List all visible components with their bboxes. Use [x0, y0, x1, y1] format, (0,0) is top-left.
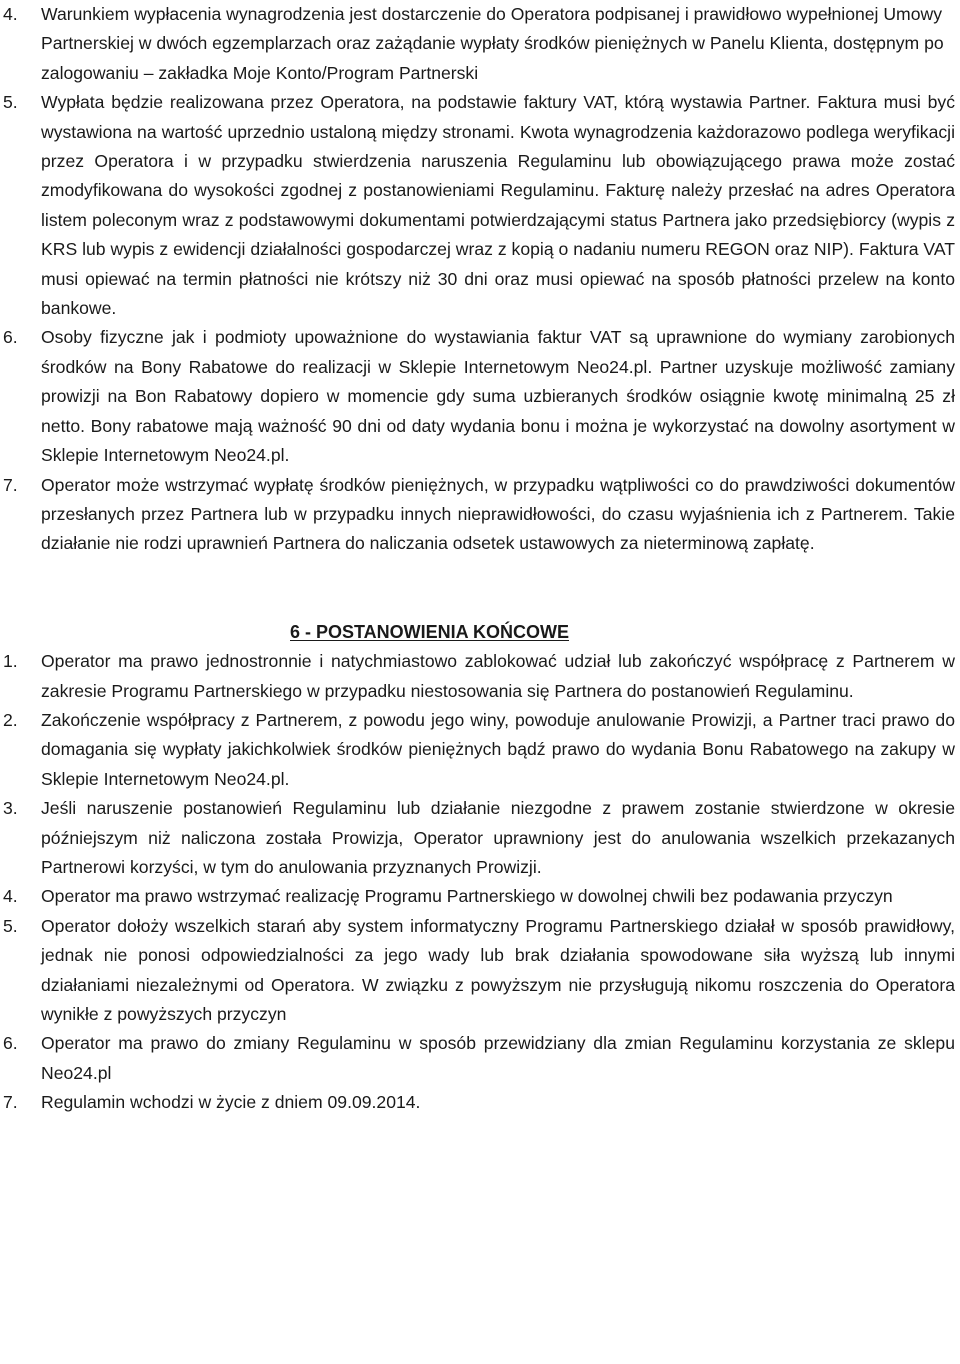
- item-number: 2.: [3, 709, 18, 730]
- payment-terms-list: [0, 0, 960, 559]
- item-number: 4.: [3, 4, 18, 24]
- list-item: [0, 88, 955, 323]
- section-spacer: [0, 559, 960, 618]
- list-item: [0, 912, 955, 1030]
- item-text: Warunkiem wypłacenia wynagrodzenia jest dostarczenie do Operatora podpisanej i prawidłowo wypełnionej Umowy Partnerskiej w dwóch egzemplarzach oraz zażądanie wypłaty środków pieniężnych w Panelu Klienta, dostępnym po zalogowaniu – zakładka Moje Konto/Program Partnerski: [41, 4, 944, 83]
- list-item: [0, 1088, 955, 1117]
- item-number: 1.: [3, 651, 18, 672]
- list-item: [0, 706, 955, 794]
- item-text: Operator może wstrzymać wypłatę środków pieniężnych, w przypadku wątpliwości co do prawdziwości dokumentów przesłanych przez Partnera lub w przypadku innych nieprawidłowości, do czasu wyjaśnienia ich z Partnerem. Takie działanie nie rodzi uprawnień Partnera do naliczania odsetek ustawowych za nieterminową zapłatę.: [41, 474, 955, 554]
- item-number: 7.: [3, 474, 18, 495]
- item-text: Operator ma prawo do zmiany Regulaminu w sposób przewidziany dla zmian Regulaminu korzystania ze sklepu Neo24.pl: [41, 1033, 955, 1083]
- item-text: Operator dołoży wszelkich starań aby system informatyczny Programu Partnerskiego działał w sposób prawidłowy, jednak nie ponosi odpowiedzialności za jego wady lub brak działania spowodowane siła wyższą lub innymi działaniami niezależnymi od Operatora. W związku z powyższym nie przysługują nikomu roszczenia do Operatora wynikłe z powyższych przyczyn: [41, 915, 955, 1024]
- item-text: Zakończenie współpracy z Partnerem, z powodu jego winy, powoduje anulowanie Prowizji, a Partner traci prawo do domagania się wypłaty jakichkolwiek środków pieniężnych bądź prawo do wydania Bonu Rabatowego na zakupy w Sklepie Internetowym Neo24.pl.: [41, 709, 955, 789]
- final-provisions-list: [0, 647, 960, 1118]
- item-text: Operator ma prawo wstrzymać realizację Programu Partnerskiego w dowolnej chwili bez podawania przyczyn: [41, 886, 893, 907]
- item-number: 7.: [3, 1092, 18, 1113]
- list-item: [0, 1029, 955, 1088]
- item-number: 4.: [3, 886, 18, 907]
- item-number: 6.: [3, 1033, 18, 1054]
- item-number: 6.: [3, 327, 18, 348]
- item-number: 5.: [3, 915, 18, 936]
- list-item: [0, 794, 955, 882]
- list-item: [0, 471, 955, 559]
- item-number: 3.: [3, 798, 18, 819]
- item-text: Operator ma prawo jednostronnie i natychmiastowo zablokować udział lub zakończyć współpracę z Partnerem w zakresie Programu Partnerskiego w przypadku niestosowania się Partnera do postanowień Regulaminu.: [41, 651, 955, 701]
- list-item: [0, 323, 955, 470]
- section-heading: 6 - POSTANOWIENIA KOŃCOWE: [290, 621, 569, 642]
- item-text: Osoby fizyczne jak i podmioty upoważnione do wystawiania faktur VAT są uprawnione do wymiany zarobionych środków na Bony Rabatowe do realizacji w Sklepie Internetowym Neo24.pl. Partner uzyskuje możliwość zamiany prowizji na Bon Rabatowy dopiero w momencie gdy suma uzbieranych środków osiągnie kwotę minimalną 25 zł netto. Bony rabatowe mają ważność 90 dni od daty wydania bonu i można je wykorzystać na dowolny asortyment w Sklepie Internetowym Neo24.pl.: [41, 327, 955, 466]
- item-number: 5.: [3, 92, 18, 113]
- item-text: Regulamin wchodzi w życie z dniem 09.09.2014.: [41, 1092, 421, 1113]
- list-item: [0, 882, 955, 911]
- list-item: [0, 647, 955, 706]
- list-item: [0, 0, 944, 88]
- item-text: Wypłata będzie realizowana przez Operatora, na podstawie faktury VAT, którą wystawia Partner. Faktura musi być wystawiona na wartość uprzednio ustaloną między stronami. Kwota wynagrodzenia każdorazowo podlega weryfikacji przez Operatora i w przypadku stwierdzenia naruszenia Regulaminu lub obowiązującego prawa może zostać zmodyfikowana do wysokości zgodnej z postanowieniami Regulaminu. Fakturę należy przesłać na adres Operatora listem poleconym wraz z podstawowymi dokumentami potwierdzającymi status Partnera jako przedsiębiorcy (wypis z KRS lub wypis z ewidencji działalności gospodarczej wraz z kopią o nadaniu numeru REGON oraz NIP). Faktura VAT musi opiewać na termin płatności nie krótszy niż 30 dni oraz musi opiewać na sposób płatności przelew na konto bankowe.: [41, 92, 955, 319]
- item-text: Jeśli naruszenie postanowień Regulaminu lub działanie niezgodne z prawem zostanie stwierdzone w okresie późniejszym niż naliczona została Prowizja, Operator uprawniony jest do anulowania wszelkich przekazanych Partnerowi korzyści, w tym do anulowania przyznanych Prowizji.: [41, 798, 955, 877]
